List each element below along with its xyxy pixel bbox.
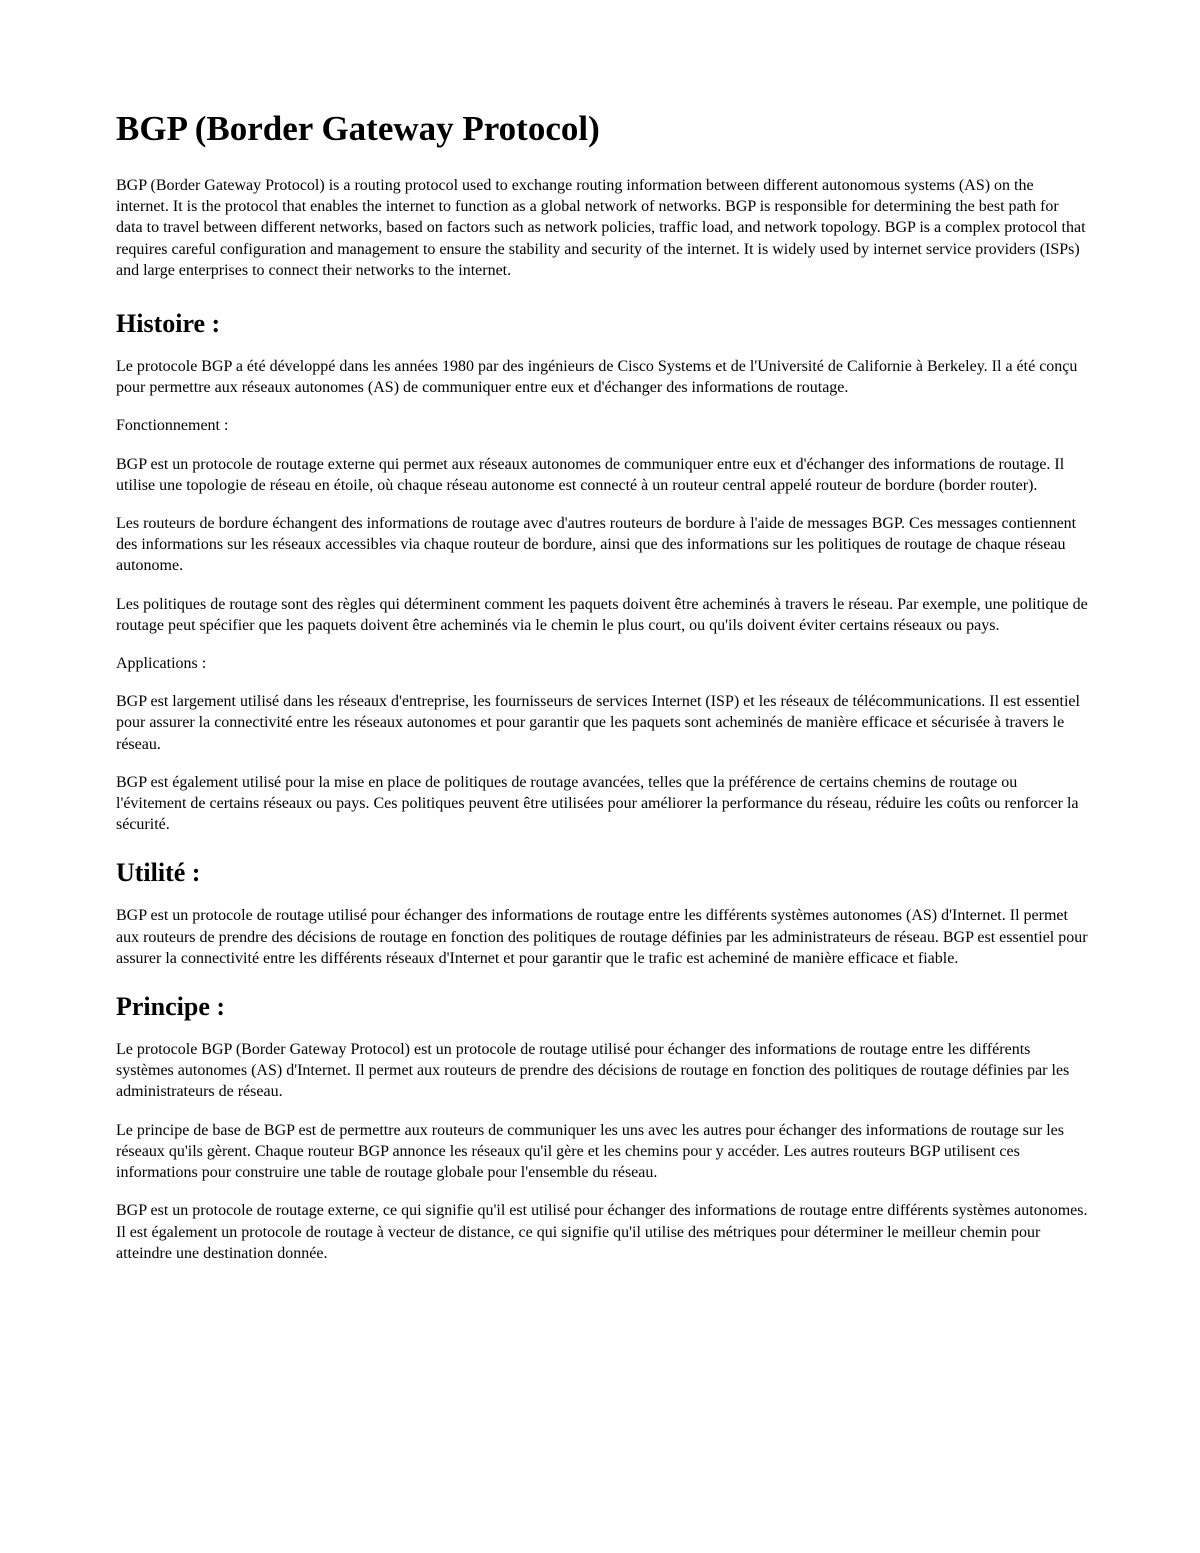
document-page — [116, 108, 1088, 1281]
fonctionnement-paragraph-3: Les politiques de routage sont des règles qui déterminent comment les paquets doivent être acheminés à travers le réseau. Par exemple, une politique de routage peut spécifier que les paquets doivent être acheminés via le chemin le plus court, ou qu'ils doivent éviter certains réseaux ou pays. — [116, 595, 1088, 634]
applications-paragraph-1: BGP est largement utilisé dans les réseaux d'entreprise, les fournisseurs de services Internet (ISP) et les réseaux de télécommunications. Il est essentiel pour assurer la connectivité entre les réseaux autonomes et pour garantir que les paquets sont acheminés de manière efficace et sécurisée à travers le réseau. — [116, 693, 1080, 753]
histoire-heading: Histoire : — [116, 309, 221, 339]
principe-paragraph-3: BGP est un protocole de routage externe, ce qui signifie qu'il est utilisé pour échanger des informations de routage entre différents systèmes autonomes. Il est également un protocole de routage à vecteur de distance, ce qui signifie qu'il utilise des métriques pour déterminer le meilleur chemin pour atteindre une destination donnée. — [116, 1202, 1088, 1262]
intro-paragraph: BGP (Border Gateway Protocol) is a routing protocol used to exchange routing information between different autonomous systems (AS) on the internet. It is the protocol that enables the internet to function as a global network of networks. BGP is responsible for determining the best path for data to travel between different networks, based on factors such as network policies, traffic load, and network topology. BGP is a complex protocol that requires careful configuration and management to ensure the stability and security of the internet. It is widely used by internet service providers (ISPs) and large enterprises to connect their networks to the internet. — [116, 177, 1086, 279]
principe-paragraph-2: Le principe de base de BGP est de permettre aux routeurs de communiquer les uns avec les autres pour échanger des informations de routage sur les réseaux qu'ils gèrent. Chaque routeur BGP annonce les réseaux qu'il gère et les chemins pour y accéder. Les autres routeurs BGP utilisent ces informations pour construire une table de routage globale pour l'ensemble du réseau. — [116, 1121, 1064, 1182]
fonctionnement-label: Fonctionnement : — [116, 417, 229, 435]
fonctionnement-paragraph-1: BGP est un protocole de routage externe qui permet aux réseaux autonomes de communiquer entre eux et d'échanger des informations de routage. Il utilise une topologie de réseau en étoile, où chaque réseau autonome est connecté à un routeur central appelé routeur de bordure (border router). — [116, 455, 1065, 494]
utilite-paragraph-1: BGP est un protocole de routage utilisé pour échanger des informations de routage entre les différents systèmes autonomes (AS) d'Internet. Il permet aux routeurs de prendre des décisions de routage en fonction des politiques de routage définies par les administrateurs de réseau. BGP est essentiel pour assurer la connectivité entre les différents réseaux d'Internet et pour garantir que le trafic est acheminé de manière efficace et fiable. — [116, 907, 1088, 967]
document-title: BGP (Border Gateway Protocol) — [116, 109, 600, 148]
applications-paragraph-2: BGP est également utilisé pour la mise en place de politiques de routage avancées, telles que la préférence de certains chemins de routage ou l'évitement de certains réseaux ou pays. Ces politiques peuvent être utilisées pour améliorer la performance du réseau, réduire les coûts ou renforcer la sécurité. — [116, 773, 1079, 834]
principe-paragraph-1: Le protocole BGP (Border Gateway Protocol) est un protocole de routage utilisé pour échanger des informations de routage entre les différents systèmes autonomes (AS) d'Internet. Il permet aux routeurs de prendre des décisions de routage en fonction des politiques de routage définies par les administrateurs de réseau. — [116, 1041, 1070, 1101]
principe-heading: Principe : — [116, 992, 226, 1022]
fonctionnement-paragraph-2: Les routeurs de bordure échangent des informations de routage avec d'autres routeurs de bordure à l'aide de messages BGP. Ces messages contiennent des informations sur les réseaux accessibles via chaque routeur de bordure, ainsi que des informations sur les politiques de routage de chaque réseau autonome. — [116, 515, 1077, 575]
utilite-heading: Utilité : — [116, 858, 201, 888]
applications-label: Applications : — [116, 655, 207, 673]
histoire-paragraph-1: Le protocole BGP a été développé dans les années 1980 par des ingénieurs de Cisco Systems et de l'Université de Californie à Berkeley. Il a été conçu pour permettre aux réseaux autonomes (AS) de communiquer entre eux et d'échanger des informations de routage. — [116, 358, 1078, 397]
